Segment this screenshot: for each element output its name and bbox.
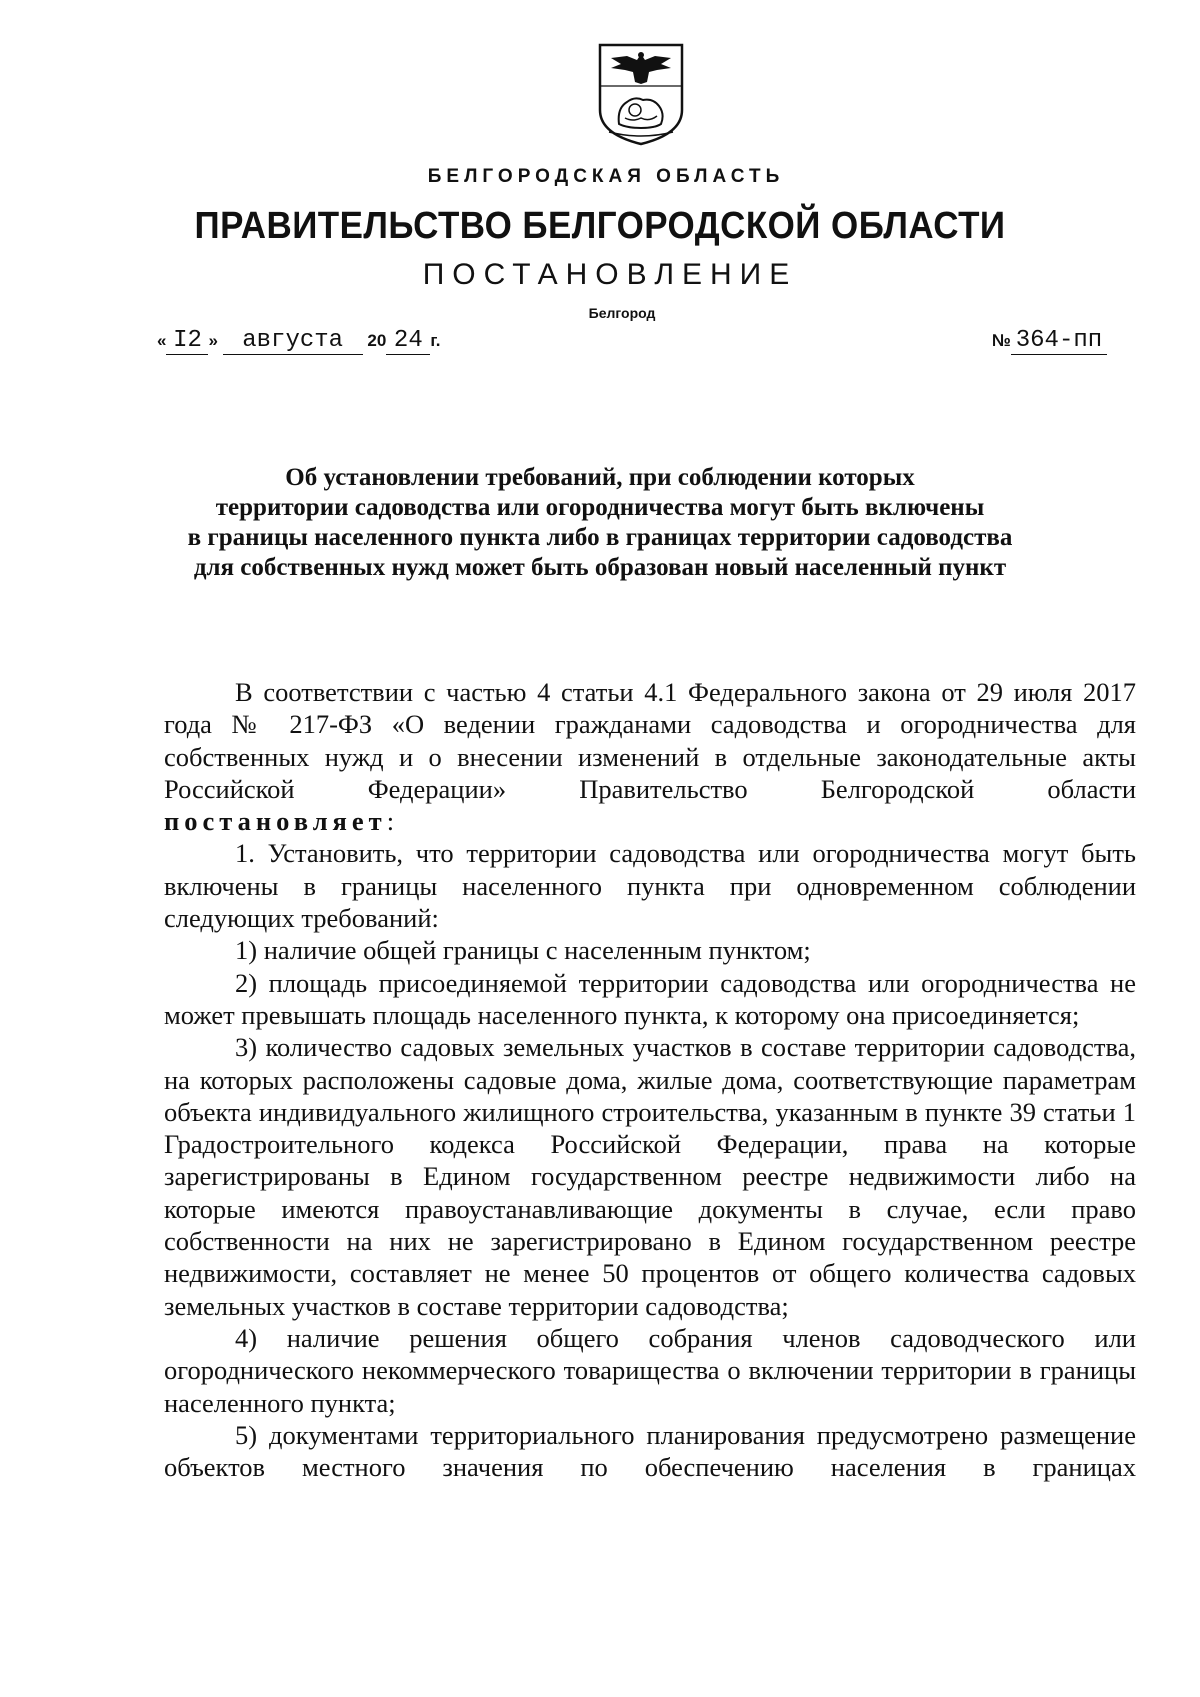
- body-paragraph: 1. Установить, что территории садоводства или огородничества могут быть включены в границы населенного пункта при одновременном соблюдении следующих требований:: [164, 838, 1136, 934]
- document-title: [150, 463, 1050, 583]
- coat-of-arms-emblem: [597, 42, 685, 147]
- document-body: [164, 676, 1136, 1483]
- date-year-prefix: 20: [367, 331, 387, 350]
- date-close-quote: »: [208, 331, 218, 350]
- date-open-quote: «: [157, 331, 167, 350]
- title-line: территории садоводства или огородничества могут быть включены: [215, 494, 985, 521]
- document-number: [992, 328, 1107, 355]
- preamble-paragraph: [164, 676, 1136, 805]
- body-paragraph: 5) документами территориального планирования предусмотрено размещение объектов местного значения по обеспечению населения в границах: [164, 1419, 1136, 1483]
- region-heading: БЕЛГОРОДСКАЯ ОБЛАСТЬ: [427, 166, 785, 187]
- title-line: для собственных нужд может быть образован новый населенный пункт: [193, 554, 1007, 581]
- date-month: августа: [223, 328, 363, 355]
- number-value: 364-пп: [1011, 328, 1107, 355]
- body-paragraph: 3) количество садовых земельных участков в составе территории садоводства, на которых расположены садовые дома, жилые дома, соответствующие параметрам объекта индивидуального жилищного строительства, указанным в пункте 39 статьи 1 Градостроительного кодекса Российской Федерации, права на которые зарегистрированы в Едином государственном реестре недвижимости либо на которые имеются правоустанавливающие документы в случае, если право собственности на них не зарегистрировано в Едином государственном реестре недвижимости, составляет не менее 50 процентов от общего количества садовых земельных участков в составе территории садоводства;: [164, 1032, 1136, 1321]
- number-label: №: [992, 331, 1011, 350]
- document-type-heading: ПОСТАНОВЛЕНИЕ: [422, 258, 798, 291]
- body-paragraph: 1) наличие общей границы с населенным пунктом;: [235, 935, 811, 966]
- date-year-mark: г.: [430, 331, 441, 350]
- government-heading: ПРАВИТЕЛЬСТВО БЕЛГОРОДСКОЙ ОБЛАСТИ: [194, 205, 1006, 247]
- date-day: I2: [166, 328, 208, 355]
- body-paragraph: 2) площадь присоединяемой территории садоводства или огородничества не может превышать площадь населенного пункта, к которому она присоединяется;: [164, 967, 1136, 1030]
- decree-word: постановляет: [164, 806, 387, 837]
- preamble-text: В соответствии с частью 4 статьи 4.1 Федерального закона от 29 июля 2017 года № 217-ФЗ «О ведении гражданами садоводства и огородничества для собственных нужд и о внесении изменений в отдельные законодательные акты Российской Федерации» Правительство Белгородской области: [164, 677, 1136, 804]
- city-label: Белгород: [588, 305, 656, 321]
- body-paragraph: 4) наличие решения общего собрания членов садоводческого или огороднического некоммерческого товарищества о включении территории в границы населенного пункта;: [164, 1322, 1136, 1418]
- date-year-suffix: 24: [386, 328, 430, 355]
- title-line: в границы населенного пункта либо в границах территории садоводства: [187, 524, 1013, 551]
- document-date: [157, 328, 440, 355]
- decree-colon: :: [386, 806, 395, 837]
- decree-line: [164, 805, 1136, 837]
- title-line: Об установлении требований, при соблюдении которых: [285, 464, 915, 491]
